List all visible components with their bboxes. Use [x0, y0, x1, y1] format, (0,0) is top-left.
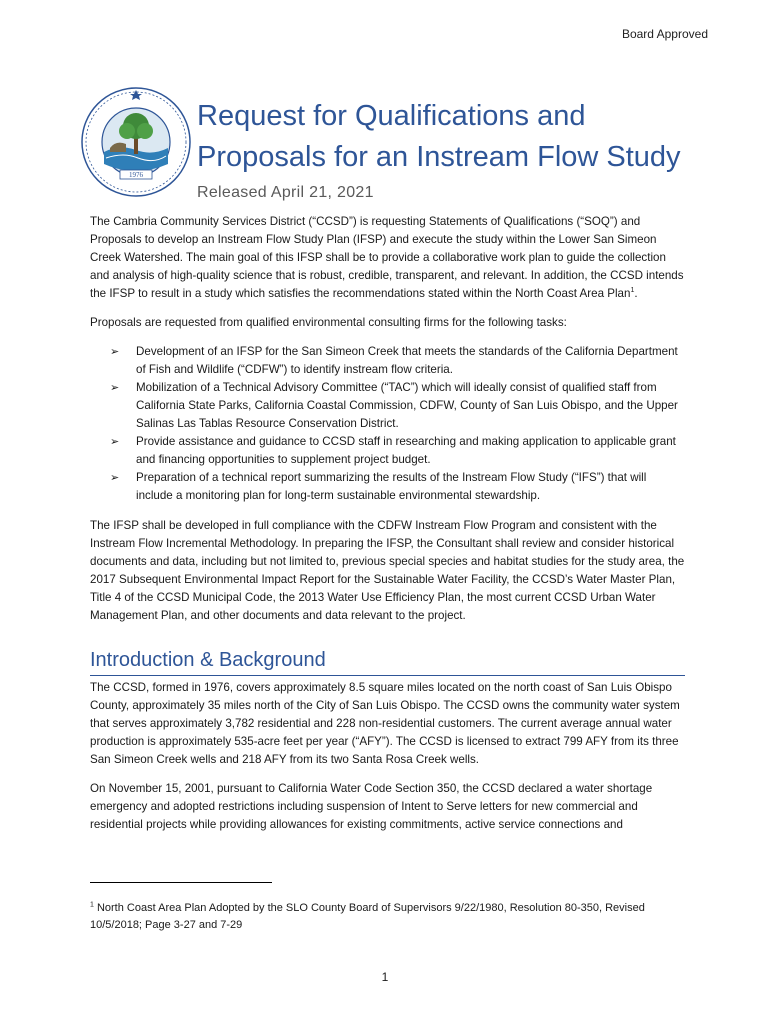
seal-year: 1976 [129, 171, 143, 179]
background-paragraph-1: The CCSD, formed in 1976, covers approximately 8.5 square miles located on the north coast of San Luis Obispo County, approximately 35 miles north of the City of San Luis Obispo. The CCSD owns the community water system that serves approximately 3,782 residential and 228 non-residential customers. The current average annual water production is approximately 535-acre feet per year (“AFY”). The CCSD is licensed to extract 799 AFY from its three San Simeon Creek wells and 218 AFY from its two Santa Rosa Creek wells. [90, 681, 680, 766]
title-line-1: Request for Qualifications and [197, 100, 586, 132]
footnote-divider [90, 882, 272, 883]
list-item: ➢ Provide assistance and guidance to CCSD staff in researching and making application to applicable grant and financing opportunities to supplement project budget. [110, 435, 676, 466]
intro-paragraph-2: Proposals are requested from qualified environmental consulting firms for the following tasks: [90, 316, 567, 329]
section-heading-introduction: Introduction & Background [90, 647, 685, 676]
release-date: Released April 21, 2021 [197, 184, 374, 201]
intro-paragraph-3: The IFSP shall be developed in full compliance with the CDFW Instream Flow Program and consistent with the Instream Flow Incremental Methodology. In preparing the IFSP, the Consultant shall review and consider historical documents and data, including but not limited to, previous special species and habitat studies for the study area, the 2017 Subsequent Environmental Impact Report for the Sustainable Water Facility, the CCSD’s Water Master Plan, Title 4 of the CCSD Municipal Code, the 2013 Water Use Efficiency Plan, the most current CCSD Urban Water Management Plan, and other documents and data relevant to the project. [90, 519, 685, 622]
district-seal-logo [80, 86, 192, 198]
arrow-bullet-icon: ➢ [110, 346, 120, 358]
footnote [90, 900, 685, 934]
footnote-text: North Coast Area Plan Adopted by the SLO County Board of Supervisors 9/22/1980, Resolution 80-350, Revised 10/5/2018; Page 3-27 and 7-29 [90, 902, 645, 931]
page-number: 1 [381, 970, 389, 984]
arrow-bullet-icon: ➢ [110, 472, 120, 484]
intro-paragraph-1: The Cambria Community Services District (“CCSD”) is requesting Statements of Qualifications (“SOQ”) and Proposals to develop an Instream Flow Study Plan (IFSP) and execute the study within the Lower San Simeon Creek Watershed. The main goal of this IFSP shall be to provide a collaborative work plan to guide the collection and analysis of high-quality science that is robust, credible, transparent, and relevant. In addition, the CCSD intends the IFSP to result in a study which satisfies the recommendations stated within the North Coast Area Plan$^1$. [90, 215, 684, 300]
header-status-label: Board Approved [621, 27, 708, 41]
title-line-2: Proposals for an Instream Flow Study [197, 141, 681, 173]
task-list [90, 343, 685, 505]
background-paragraph-2: On November 15, 2001, pursuant to California Water Code Section 350, the CCSD declared a water shortage emergency and adopted restrictions including suspension of Intent to Serve letters for new commercial and residential projects while providing allowances for existing commitments, active service connections and [90, 782, 653, 831]
list-item: ➢ Mobilization of a Technical Advisory Committee (“TAC”) which will ideally consist of qualified staff from California State Parks, California Coastal Commission, CDFW, County of San Luis Obispo, and the Upper Salinas Las Tablas Resource Conservation District. [110, 381, 678, 430]
document-title [197, 96, 717, 178]
list-item: ➢ Development of an IFSP for the San Simeon Creek that meets the standards of the California Department of Fish and Wildlife (“CDFW”) to identify instream flow criteria. [110, 345, 678, 376]
title-block [197, 96, 717, 202]
footnote-number: 1 [90, 901, 94, 909]
arrow-bullet-icon: ➢ [110, 436, 120, 448]
list-item: ➢ Preparation of a technical report summarizing the results of the Instream Flow Study (“IFS”) that will include a monitoring plan for long-term sustainable environmental stewardship. [110, 471, 647, 502]
footnote-reference[interactable]: 1 [630, 287, 635, 295]
document-body [90, 213, 685, 845]
arrow-bullet-icon: ➢ [110, 382, 120, 394]
